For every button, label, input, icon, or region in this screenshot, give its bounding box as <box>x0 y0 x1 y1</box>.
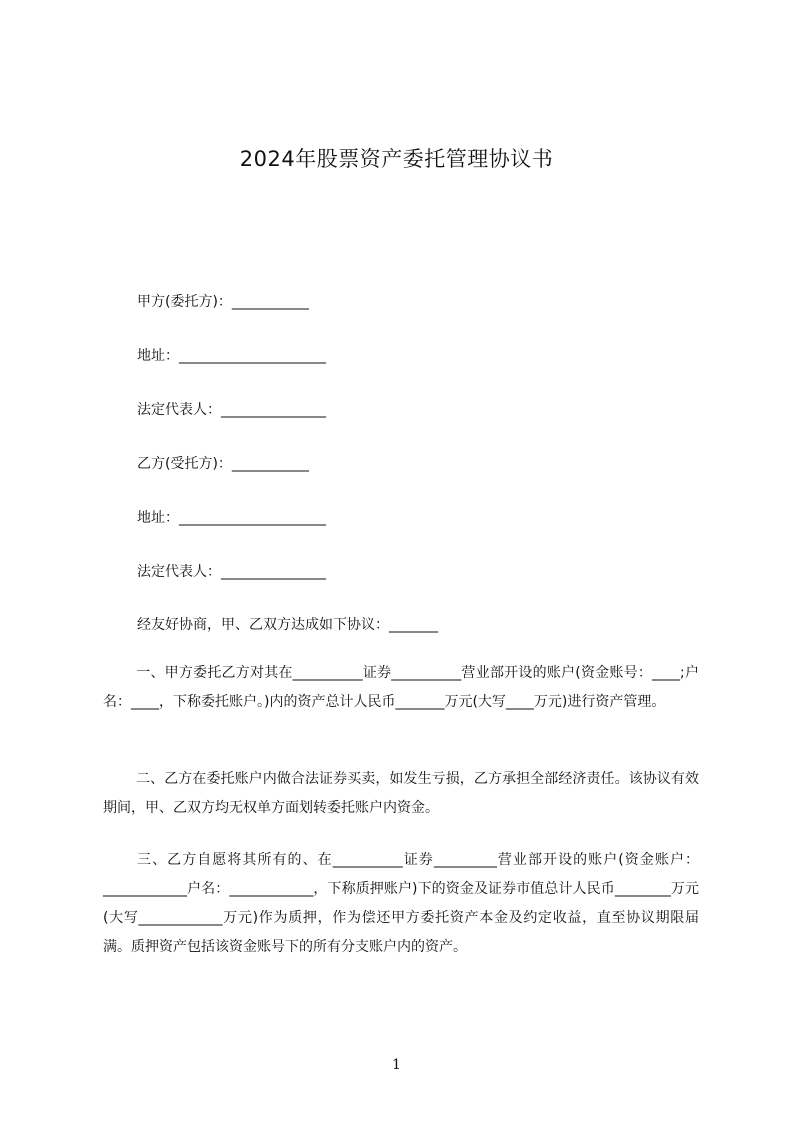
party-a-name-field: 甲方(委托方)：___________ <box>137 294 309 310</box>
clause-3 <box>103 846 699 962</box>
page-number: 1 <box>392 1057 401 1073</box>
clause-2 <box>103 765 699 823</box>
clause-3-text: 三、乙方自愿将其所有的、在__________证券_________营业部开设的账户(资金账户：____________户名：____________，下称质押账户)下的资金及证券市值总计人民币________万元(大写____________万元)作为质押，作为偿还甲方委托资产本金及约定收益，直至协议期限届满。质押资产包括该资金账号下的所有分支账户内的资产。 <box>103 852 699 955</box>
party-b-representative-field: 法定代表人：_______________ <box>137 564 326 580</box>
clause-1-text: 一、甲方委托乙方对其在__________证券__________营业部开设的账户(资金账号：____;户名：____，下称委托账户。)内的资产总计人民币_______万元(大写____万元)进行资产管理。 <box>103 665 699 710</box>
clause-1 <box>103 659 699 717</box>
document-title: 2024年股票资产委托管理协议书 <box>239 147 554 171</box>
party-a-address-field: 地址：_____________________ <box>137 348 326 364</box>
clause-2-text: 二、乙方在委托账户内做合法证券买卖，如发生亏损，乙方承担全部经济责任。该协议有效期间，甲、乙双方均无权单方面划转委托账户内资金。 <box>103 771 699 816</box>
agreement-intro: 经友好协商，甲、乙双方达成如下协议：_______ <box>137 617 438 633</box>
party-a-representative-field: 法定代表人：_______________ <box>137 402 326 418</box>
party-b-name-field: 乙方(受托方)：___________ <box>137 456 309 472</box>
party-b-address-field: 地址：_____________________ <box>137 510 326 526</box>
